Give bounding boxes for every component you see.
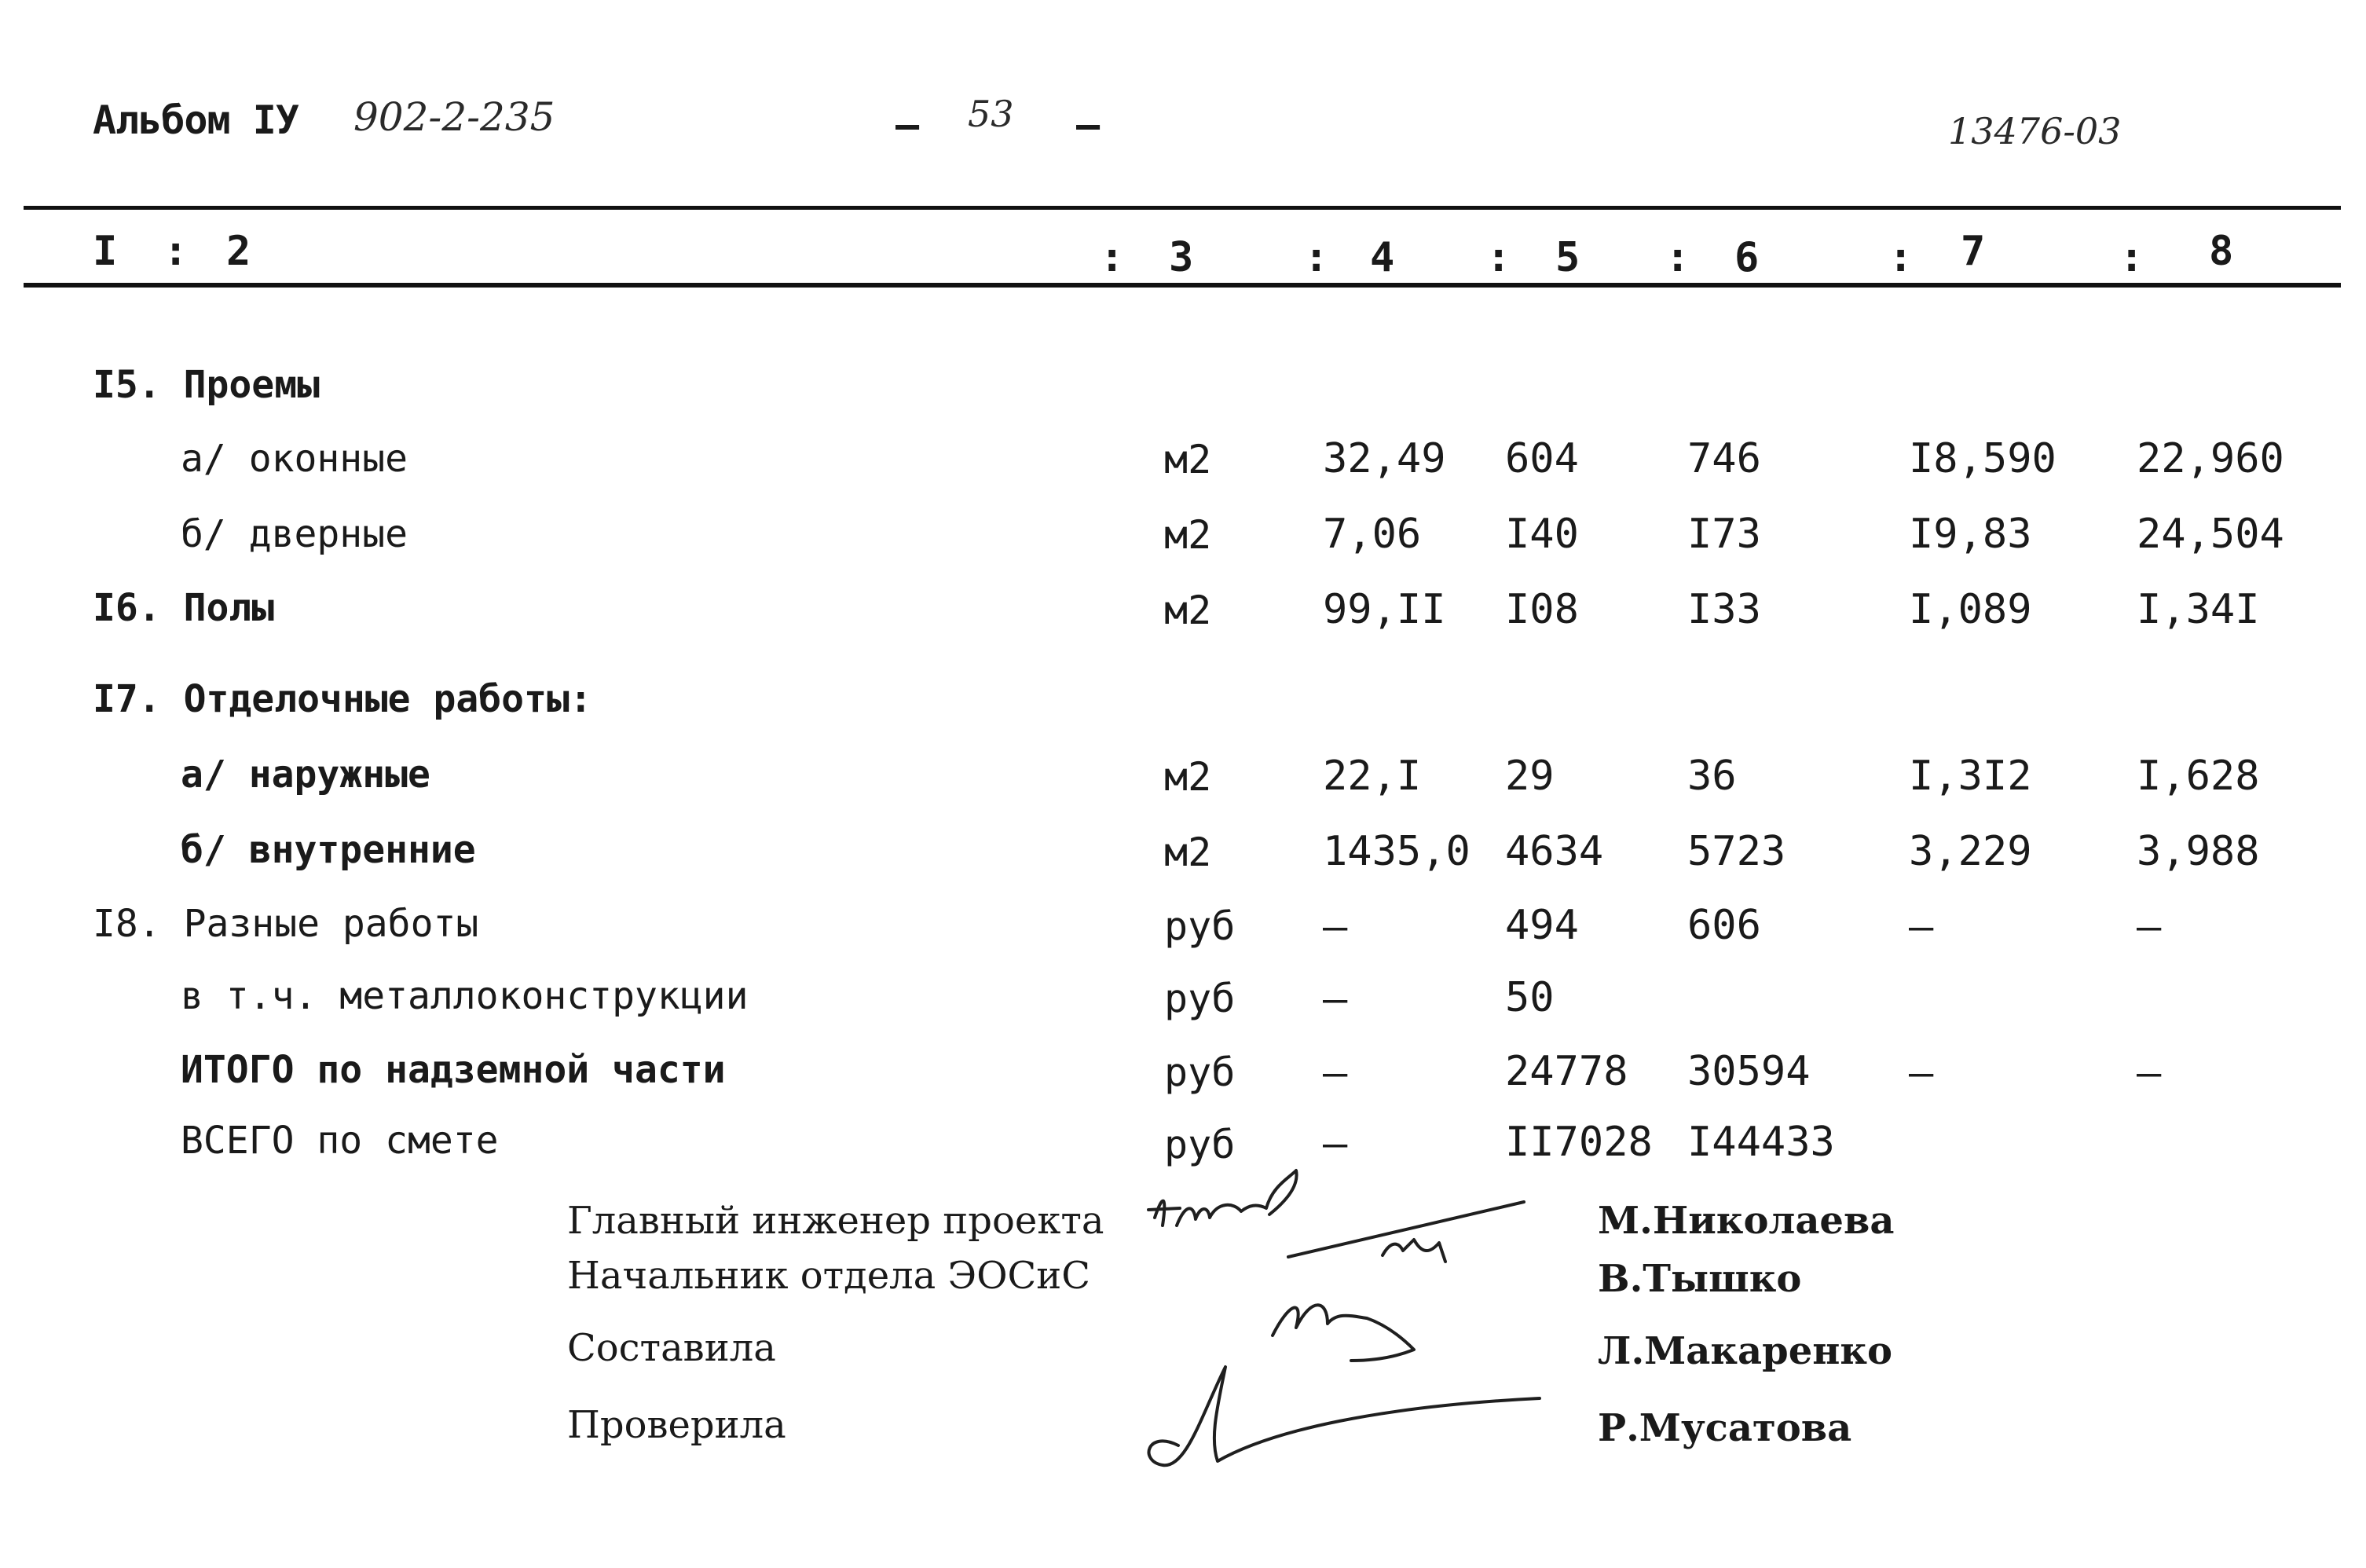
col-4-number: 4 xyxy=(1370,234,1395,281)
table-cell-c6: 5723 xyxy=(1687,828,1786,875)
table-cell-unit: руб xyxy=(1164,1122,1236,1167)
signature-role: Начальник отдела ЭОСиС xyxy=(567,1254,1090,1298)
signature-role: Составила xyxy=(567,1326,776,1370)
signature-role: Проверила xyxy=(567,1403,786,1447)
table-cell-c6: I44433 xyxy=(1687,1119,1835,1166)
table-cell-c8: 24,504 xyxy=(2137,511,2284,558)
table-cell-c6: I73 xyxy=(1687,511,1761,558)
table-row-label: ВСЕГО по смете xyxy=(181,1119,499,1163)
table-cell-c5: 50 xyxy=(1505,974,1555,1021)
signature-role: Главный инженер проекта xyxy=(567,1199,1104,1243)
table-cell-c8: I,628 xyxy=(2137,753,2260,800)
col-1-number: I xyxy=(93,228,118,275)
table-cell-c4: – xyxy=(1323,1050,1348,1097)
header-bottom-rule xyxy=(24,283,2341,288)
col-8-number: 8 xyxy=(2209,228,2234,275)
col-2-number: 2 xyxy=(226,228,251,275)
table-cell-unit: руб xyxy=(1164,1050,1236,1095)
table-row-label: а/ наружные xyxy=(181,753,430,797)
table-cell-c5: 24778 xyxy=(1505,1048,1628,1095)
table-row-label: I7. Отделочные работы: xyxy=(93,677,592,721)
table-cell-c4: – xyxy=(1323,1120,1348,1167)
table-cell-c6: 746 xyxy=(1687,435,1761,482)
table-cell-c4: 99,II xyxy=(1323,586,1446,633)
table-row-label: б/ внутренние xyxy=(181,828,476,872)
table-cell-c7: – xyxy=(1909,1050,1934,1097)
table-cell-c8: – xyxy=(2137,903,2162,951)
table-cell-c7: I,089 xyxy=(1909,586,2032,633)
table-cell-c6: 36 xyxy=(1687,753,1737,800)
table-row-label: в т.ч. металлоконструкции xyxy=(181,974,749,1018)
signature-stroke-2 xyxy=(1288,1202,1524,1262)
table-cell-c5: 604 xyxy=(1505,435,1579,482)
table-cell-c7: – xyxy=(1909,903,1934,951)
signature-stroke-3 xyxy=(1273,1305,1414,1361)
table-cell-c5: I08 xyxy=(1505,586,1579,633)
table-cell-c5: I40 xyxy=(1505,511,1579,558)
album-label: Альбом IУ xyxy=(93,97,298,143)
table-cell-c8: – xyxy=(2137,1050,2162,1097)
col-8-sep: : xyxy=(2119,234,2144,281)
table-cell-unit: руб xyxy=(1164,903,1236,949)
signature-name: М.Николаева xyxy=(1598,1199,1895,1243)
col-5-sep: : xyxy=(1486,234,1511,281)
table-cell-c4: 22,I xyxy=(1323,753,1422,800)
table-cell-c8: 22,960 xyxy=(2137,435,2284,482)
page-dash-left: – xyxy=(895,102,919,148)
archive-number: 13476-03 xyxy=(1948,110,2122,152)
col-7-number: 7 xyxy=(1961,228,1986,275)
project-code: 902-2-235 xyxy=(353,94,555,140)
table-row-label: I5. Проемы xyxy=(93,363,320,407)
table-cell-c4: 7,06 xyxy=(1323,511,1422,558)
header-top-rule xyxy=(24,206,2341,210)
page-dash-right: – xyxy=(1076,102,1100,148)
table-cell-c4: – xyxy=(1323,976,1348,1023)
table-cell-c6: I33 xyxy=(1687,586,1761,633)
table-row-label: I8. Разные работы xyxy=(93,902,479,946)
table-cell-c7: I,3I2 xyxy=(1909,753,2032,800)
table-cell-unit: м2 xyxy=(1164,830,1212,875)
table-cell-c5: 4634 xyxy=(1505,828,1604,875)
table-cell-unit: м2 xyxy=(1164,588,1212,633)
table-cell-unit: м2 xyxy=(1164,437,1212,482)
table-row-label: ИТОГО по надземной части xyxy=(181,1048,726,1092)
table-row-label: а/ оконные xyxy=(181,437,408,481)
table-cell-c8: 3,988 xyxy=(2137,828,2260,875)
col-5-number: 5 xyxy=(1555,234,1580,281)
table-cell-c5: 29 xyxy=(1505,753,1555,800)
table-cell-c5: II7028 xyxy=(1505,1119,1653,1166)
handwritten-signatures xyxy=(1131,1163,1571,1493)
col-4-sep: : xyxy=(1304,234,1329,281)
col-6-number: 6 xyxy=(1734,234,1760,281)
page-number: 53 xyxy=(968,93,1014,135)
table-cell-c4: 1435,0 xyxy=(1323,828,1471,875)
signature-stroke-4 xyxy=(1149,1367,1540,1465)
table-cell-c6: 606 xyxy=(1687,902,1761,949)
signature-stroke-1 xyxy=(1148,1171,1297,1225)
table-cell-unit: м2 xyxy=(1164,512,1212,558)
table-cell-c6: 30594 xyxy=(1687,1048,1811,1095)
table-cell-c7: I9,83 xyxy=(1909,511,2032,558)
col-2-sep: : xyxy=(163,228,189,275)
table-cell-c8: I,34I xyxy=(2137,586,2260,633)
col-7-sep: : xyxy=(1888,234,1914,281)
table-cell-c5: 494 xyxy=(1505,902,1579,949)
table-row-label: б/ дверные xyxy=(181,512,408,556)
signature-name: Р.Мусатова xyxy=(1598,1406,1852,1450)
col-3-number: 3 xyxy=(1169,234,1194,281)
col-6-sep: : xyxy=(1665,234,1690,281)
table-cell-c4: 32,49 xyxy=(1323,435,1446,482)
table-cell-unit: м2 xyxy=(1164,754,1212,800)
signature-name: Л.Макаренко xyxy=(1598,1329,1893,1373)
table-cell-c7: I8,590 xyxy=(1909,435,2057,482)
table-cell-unit: руб xyxy=(1164,976,1236,1021)
table-cell-c4: – xyxy=(1323,903,1348,951)
table-row-label: I6. Полы xyxy=(93,586,275,630)
table-cell-c7: 3,229 xyxy=(1909,828,2032,875)
col-3-sep: : xyxy=(1100,234,1125,281)
signature-name: В.Тышко xyxy=(1598,1257,1802,1301)
